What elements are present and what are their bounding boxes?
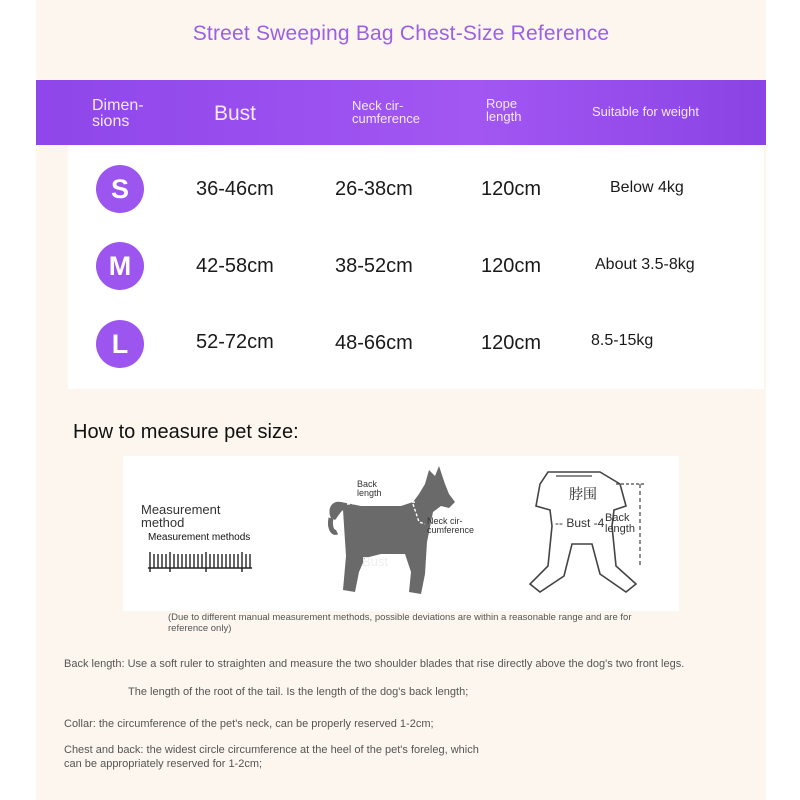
header-rope-line1: Rope [486, 96, 518, 111]
header-dimensions-line1: Dimen- [92, 97, 144, 114]
measurement-method-label [141, 503, 220, 529]
garment-back-length-line1: Back [605, 512, 630, 524]
size-badge-m: M [96, 242, 144, 290]
row-l-neck: 48-66cm [335, 332, 413, 354]
row-m-weight: About 3.5-8kg [595, 256, 695, 273]
header-rope [486, 97, 521, 123]
header-rope-line2: length [486, 109, 522, 124]
header-weight: Suitable for weight [592, 104, 699, 119]
header-bust: Bust [214, 102, 257, 125]
row-m-rope: 120cm [481, 255, 542, 277]
dog-bust-label: Bust [362, 554, 389, 569]
garment-back-length-label [605, 513, 635, 535]
page-title: Street Sweeping Bag Chest-Size Reference [192, 22, 610, 45]
size-badge-s: S [96, 165, 144, 213]
row-s-rope: 120cm [481, 178, 542, 200]
header-dimensions-line2: sions [92, 113, 130, 130]
collar-text: Collar: the circumference of the pet's neck, can be properly reserved 1-2cm; [64, 718, 434, 730]
measurement-method-line2: method [141, 515, 185, 530]
row-m-neck: 38-52cm [335, 255, 413, 277]
row-s-weight: Below 4kg [610, 179, 684, 196]
header-neck-line2: cumference [352, 111, 420, 126]
garment-bust-label: -- Bust -4 [555, 516, 605, 530]
header-dimensions [92, 98, 144, 130]
garment-back-length-line2: length [605, 523, 635, 535]
dog-neck-line2: cumference [427, 525, 475, 536]
row-l-bust: 52-72cm [196, 331, 274, 353]
back-length-text-1: Back length: Use a soft ruler to straighten and measure the two shoulder blades that rise directly above the dog's two front legs. [64, 658, 685, 670]
chest-text-1: Chest and back: the widest circle circumference at the heel of the pet's foreleg, which [64, 744, 479, 756]
measurement-methods-sublabel: Measurement methods [148, 532, 251, 543]
header-neck-line1: Neck cir- [352, 98, 404, 113]
measurement-diagram [123, 456, 679, 611]
chest-text-2: can be appropriately reserved for 1-2cm; [64, 758, 263, 770]
row-l-rope: 120cm [481, 332, 542, 354]
garment-neck-label: 脖围 [569, 487, 597, 503]
size-badge-l: L [96, 320, 144, 368]
how-to-measure-heading: How to measure pet size: [73, 421, 299, 443]
row-s-bust: 36-46cm [196, 178, 274, 200]
measurement-note: (Due to different manual measurement methods, possible deviations are within a reasonable range and are for reference only) [168, 612, 632, 634]
page [36, 0, 766, 800]
dog-neck-label [427, 517, 474, 536]
dog-neck-line1: Neck cir- [427, 516, 463, 526]
dog-back-length-line1: Back [357, 479, 378, 489]
ruler-icon [148, 548, 258, 574]
back-length-text-2: The length of the root of the tail. Is the length of the dog's back length; [128, 686, 469, 698]
row-s-neck: 26-38cm [335, 178, 413, 200]
measurement-method-line1: Measurement [141, 502, 221, 517]
row-m-bust: 42-58cm [196, 255, 274, 277]
dog-back-length-label [357, 480, 382, 499]
dog-back-length-line2: length [357, 488, 382, 499]
row-l-weight: 8.5-15kg [591, 332, 654, 349]
header-neck [352, 99, 420, 125]
